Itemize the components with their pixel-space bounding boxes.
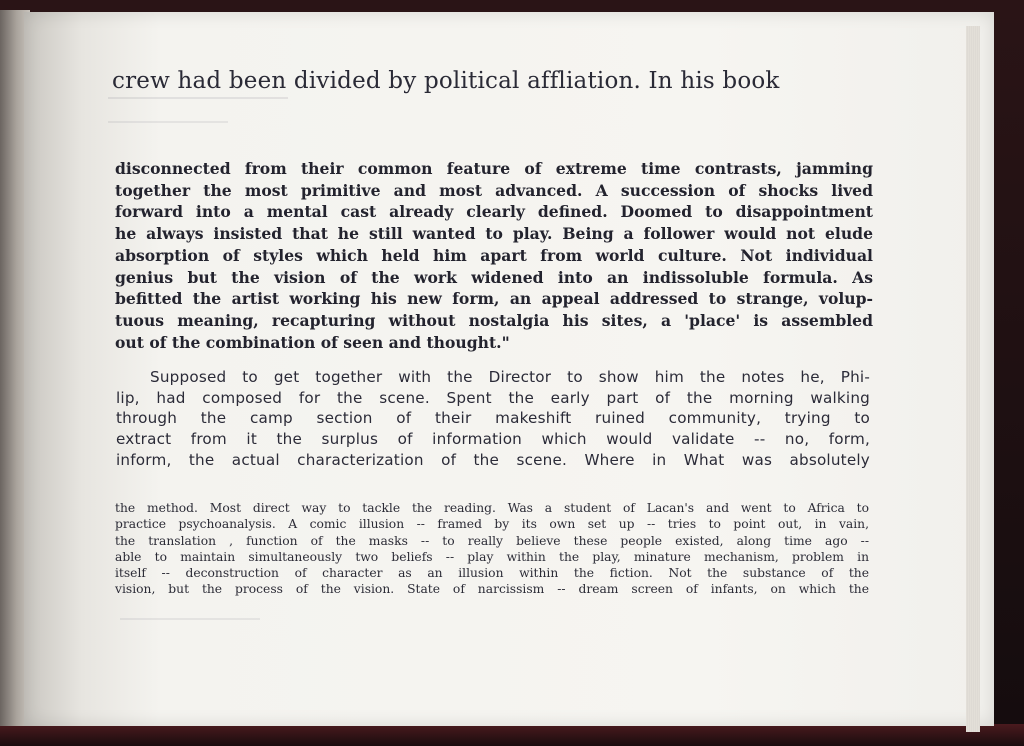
show-through-bottom [120,612,270,620]
text-line: itself -- deconstruction of character as an illusion within the fiction. Not the substance of the [115,566,869,581]
text-line: Supposed to get together with the Director to show him the notes he, Phi- [150,368,870,386]
show-through-mark [108,97,288,119]
book-cover-edge [0,724,1024,746]
text-line: disconnected from their common feature of extreme time contrasts, jamming [115,159,873,178]
text-line: befitted the artist working his new form, an appeal addressed to strange, volup- [115,289,873,309]
text-line: vision, but the process of the vision. State of narcissism -- dream screen of infants, on which the [115,582,869,597]
text-line: extract from it the surplus of information which would validate -- no, form, [116,430,870,449]
text-line: he always insisted that he still wanted to play. Being a follower would not elude [115,224,873,244]
text-line: able to maintain simultaneously two beliefs -- play within the play, minature mechanism, problem in [115,549,869,564]
text-line: genius but the vision of the work widened into an indissoluble formula. As [115,267,873,287]
text-line: the method. Most direct way to tackle the reading. Was a student of Lacan's and went to Africa to [115,501,869,515]
text-line: forward into a mental cast already clearly defined. Doomed to disappointment [115,202,873,222]
text-line: together the most primitive and most advanced. A succession of shocks lived [115,180,873,200]
show-through-text [108,93,328,133]
small-paragraph [115,500,869,598]
show-through-mark [108,121,228,133]
text-line: the translation , function of the masks -- to really believe these people existed, along time ago -- [115,533,869,548]
text-line: tuous meaning, recapturing without nostalgia his sites, a 'place' is assembled [115,310,873,330]
bold-paragraph [115,158,873,353]
show-through-mark [120,618,260,620]
running-text-line: crew had been divided by political affliation. In his book [112,68,780,94]
text-line: practice psychoanalysis. A comic illusion -- framed by its own set up -- tries to point out, in vain, [115,517,869,532]
text-line: lip, had composed for the scene. Spent the early part of the morning walking [116,388,870,407]
text-line: absorption of styles which held him apart from world culture. Not individual [115,245,873,265]
text-line: inform, the actual characterization of the scene. Where in What was absolutely [116,450,870,469]
page-edges [966,26,980,732]
body-paragraph [116,367,870,471]
text-line: out of the combination of seen and thought." [115,332,510,352]
text-line: through the camp section of their makeshift ruined community, trying to [116,409,870,428]
